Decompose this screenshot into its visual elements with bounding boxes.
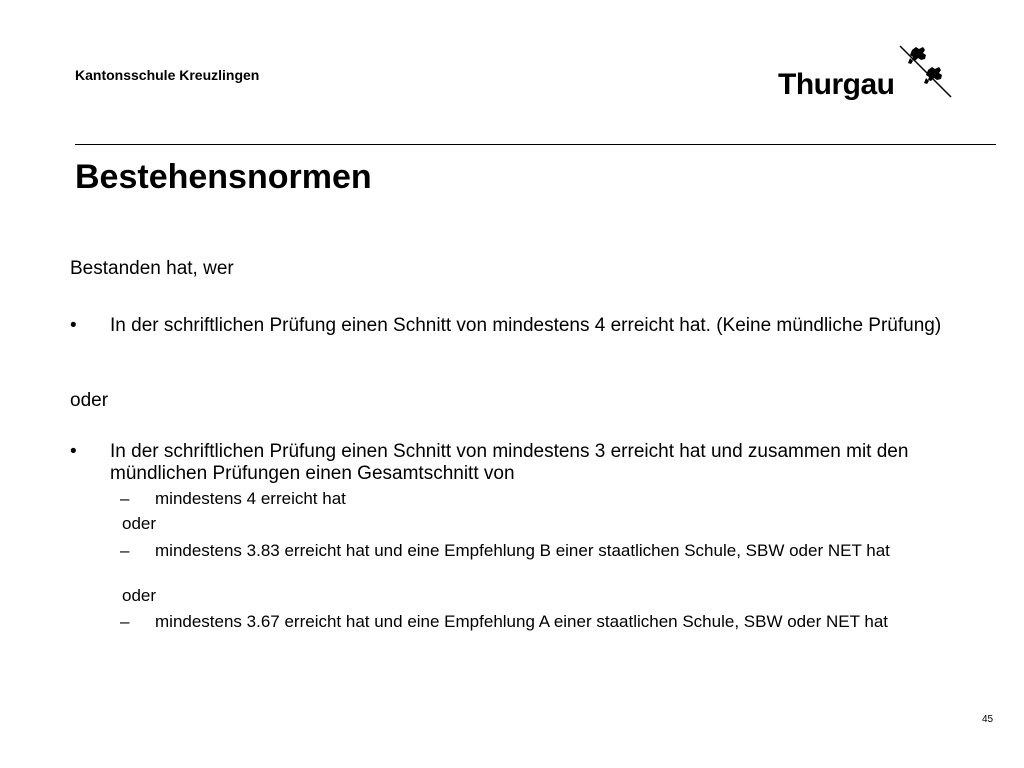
sub-item	[120, 612, 960, 631]
bullet-text: In der schriftlichen Prüfung einen Schnitt von mindestens 4 erreicht hat. (Keine mündliche Prüfung)	[110, 315, 942, 336]
logo-text: Thurgau	[778, 68, 895, 101]
sub-item-text: mindestens 3.83 erreicht hat und eine Empfehlung B einer staatlichen Schule, SBW oder NET hat	[155, 541, 890, 560]
intro-text: Bestanden hat, wer	[70, 258, 234, 279]
school-name: Kantonsschule Kreuzlingen	[75, 67, 260, 83]
bullet-marker: •	[70, 315, 77, 336]
bullet-text: In der schriftlichen Prüfung einen Schnitt von mindestens 3 erreicht hat und zusammen mit den mündlichen Prüfungen einen Gesamtschnitt von	[110, 441, 909, 484]
bullet-item	[70, 315, 990, 337]
sub-item	[120, 541, 960, 560]
page-number: 45	[982, 714, 994, 725]
bullet-item	[70, 441, 990, 485]
sub-item	[120, 489, 960, 508]
connector-text: oder	[70, 390, 109, 411]
bullet-marker: •	[70, 441, 77, 462]
thurgau-logo	[778, 44, 953, 104]
sub-item-marker: –	[120, 489, 130, 508]
sub-item-text: mindestens 3.67 erreicht hat und eine Empfehlung A einer staatlichen Schule, SBW oder NET hat	[155, 612, 889, 631]
header-divider	[75, 144, 996, 145]
sub-item-text: mindestens 4 erreicht hat	[155, 489, 346, 508]
page-title: Bestehensnormen	[75, 158, 372, 196]
sub-connector-text: oder	[122, 514, 157, 533]
sub-item-marker: –	[120, 612, 130, 631]
sub-connector-text: oder	[122, 586, 157, 605]
thurgau-crest-icon	[898, 44, 953, 99]
sub-item-marker: –	[120, 541, 130, 560]
